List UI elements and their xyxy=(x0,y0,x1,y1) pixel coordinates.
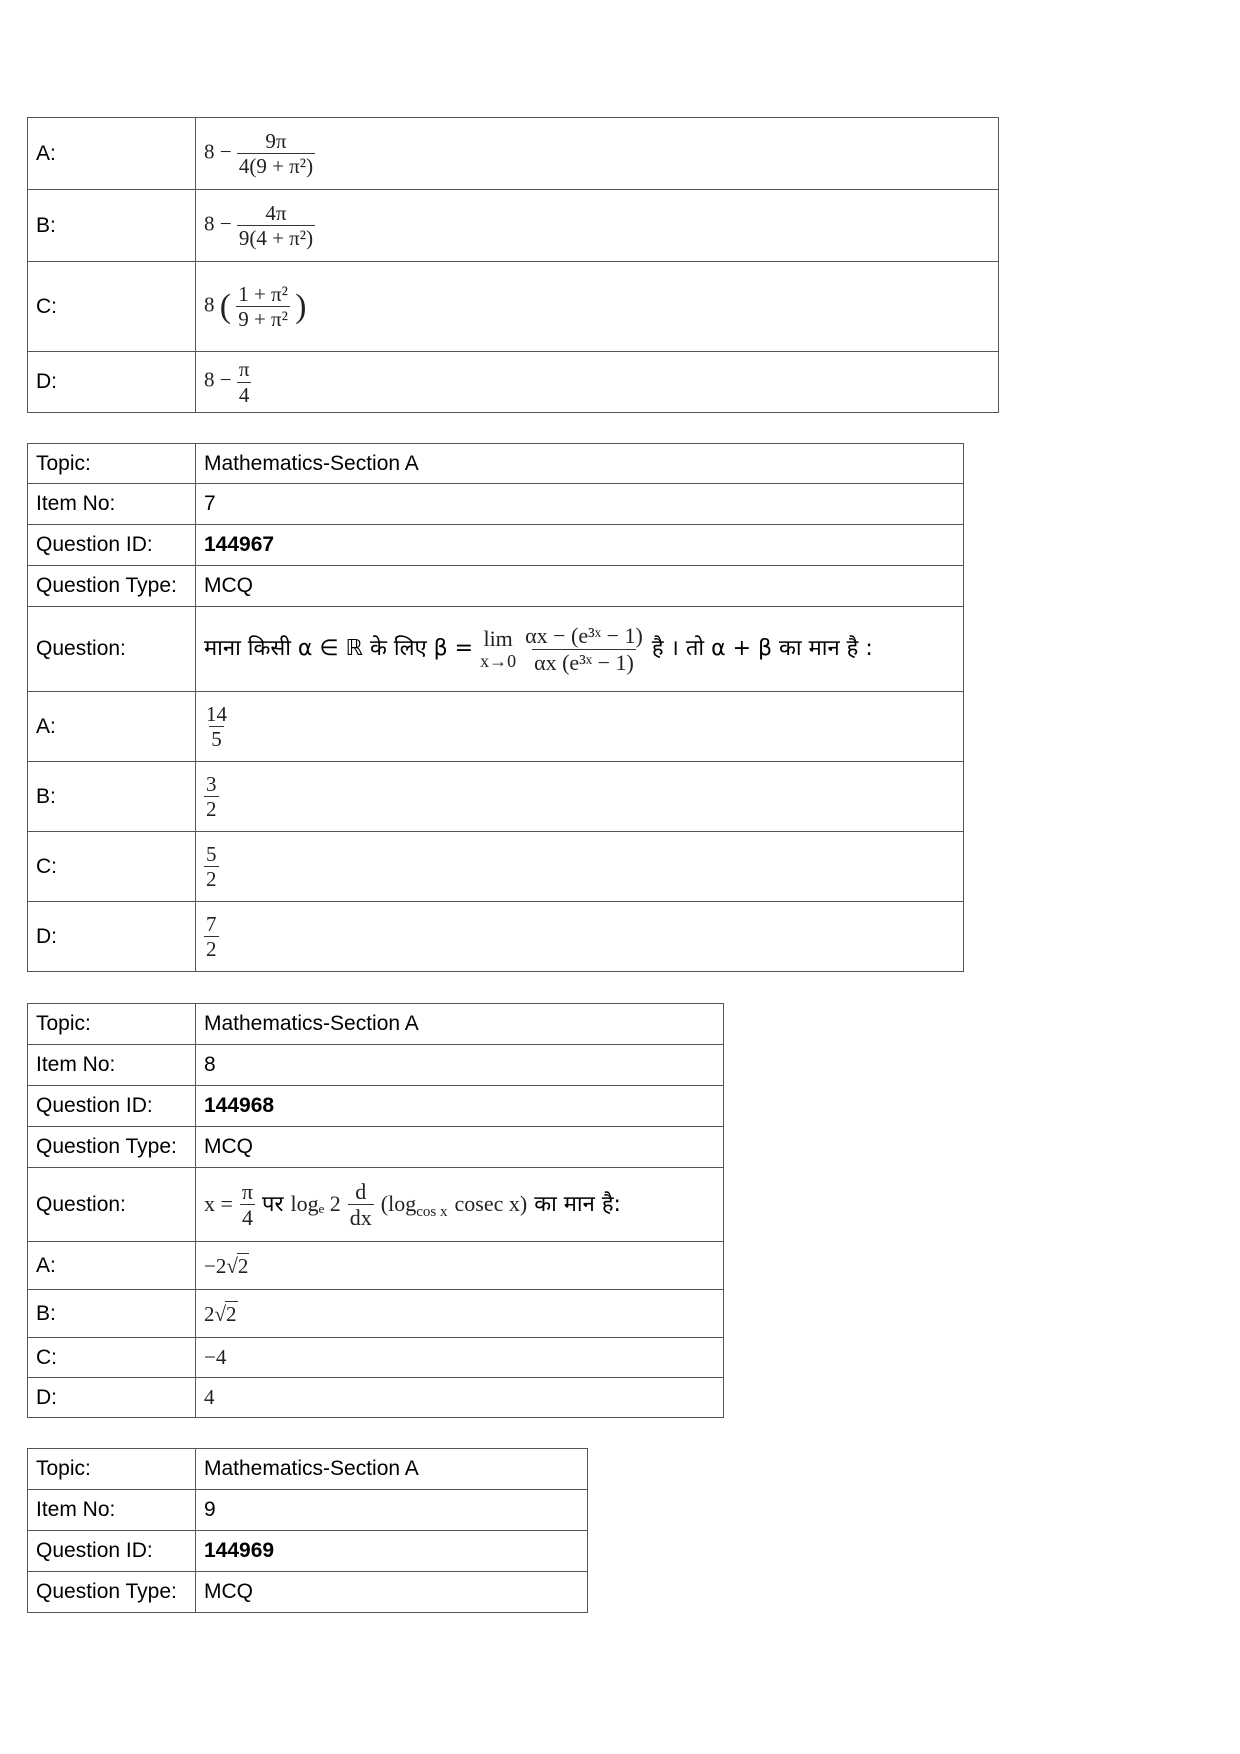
topic-value: Mathematics-Section A xyxy=(196,1004,724,1045)
denominator: 4 xyxy=(238,382,250,407)
question-id-value: 144968 xyxy=(196,1086,724,1127)
option-a-value xyxy=(196,118,999,190)
denominator: 4(9 + π²) xyxy=(238,154,314,178)
x-equals: x = xyxy=(204,1190,233,1216)
question-id-row xyxy=(28,1086,724,1127)
fraction xyxy=(240,1179,255,1231)
numerator: 7 xyxy=(206,911,217,936)
option-a-value xyxy=(196,1242,724,1290)
option-d-value xyxy=(196,352,999,413)
numerator: 3 xyxy=(206,771,217,796)
option-label: A: xyxy=(28,118,196,190)
topic-row xyxy=(28,444,964,484)
numerator: 4π xyxy=(265,200,287,225)
numerator: π xyxy=(238,357,250,382)
option-label: C: xyxy=(28,262,196,352)
question-type-value: MCQ xyxy=(196,1127,724,1168)
limit xyxy=(480,626,516,672)
denominator: dx xyxy=(349,1205,372,1230)
numerator: αx − (e³ˣ − 1) xyxy=(525,623,643,649)
numerator: d xyxy=(355,1178,367,1204)
denominator: 9 + π² xyxy=(238,307,288,331)
fraction xyxy=(237,201,315,250)
prev-question-options-table xyxy=(27,117,999,413)
option-label: A: xyxy=(28,1242,196,1290)
option-label: A: xyxy=(28,692,196,762)
question-text xyxy=(196,1168,724,1242)
denominator: αx (e³ˣ − 1) xyxy=(534,649,634,675)
option-row-c xyxy=(28,262,999,352)
inner-log: (log xyxy=(380,1190,417,1216)
question-table-8 xyxy=(27,1003,724,1418)
fraction xyxy=(237,357,252,406)
right-paren: ) xyxy=(295,287,307,325)
option-d-value: 4 xyxy=(196,1378,724,1418)
option-label: D: xyxy=(28,352,196,413)
topic-label: Topic: xyxy=(28,1449,196,1490)
denominator: 9(4 + π²) xyxy=(238,226,314,250)
question-type-row xyxy=(28,1572,588,1613)
lim-text: lim xyxy=(483,626,513,652)
denominator: 2 xyxy=(206,867,217,891)
option-c-value: −4 xyxy=(196,1338,724,1378)
option-row-c xyxy=(28,832,964,902)
question-id-row xyxy=(28,1531,588,1572)
option-row-b xyxy=(28,762,964,832)
sqrt-symbol: √ xyxy=(226,1253,238,1278)
option-b-value xyxy=(196,190,999,262)
denominator: 5 xyxy=(211,727,222,751)
topic-label: Topic: xyxy=(28,1004,196,1045)
topic-value: Mathematics-Section A xyxy=(196,1449,588,1490)
question-type-value: MCQ xyxy=(196,566,964,607)
question-post: है । तो α + β का मान है : xyxy=(651,636,873,661)
option-b-value xyxy=(196,1290,724,1338)
option-row-d xyxy=(28,1378,724,1418)
question-par: पर xyxy=(262,1191,284,1217)
question-table-9 xyxy=(27,1448,588,1613)
option-label: D: xyxy=(28,902,196,972)
coefficient: 8 xyxy=(204,292,215,317)
question-table-7 xyxy=(27,443,964,972)
numerator: 5 xyxy=(206,841,217,866)
question-type-label: Question Type: xyxy=(28,1127,196,1168)
question-id-label: Question ID: xyxy=(28,525,196,566)
option-row-d xyxy=(28,902,964,972)
fraction xyxy=(204,772,219,821)
item-row xyxy=(28,484,964,525)
fraction xyxy=(237,129,315,178)
fraction xyxy=(236,282,290,331)
numerator: 9π xyxy=(265,128,287,153)
inner-cosec: cosec x) xyxy=(454,1190,528,1216)
fraction xyxy=(204,702,229,751)
question-label: Question: xyxy=(28,607,196,692)
sqrt-symbol: √ xyxy=(214,1301,227,1326)
denominator: 4 xyxy=(241,1205,253,1230)
question-id-label: Question ID: xyxy=(28,1531,196,1572)
minuend: 8 − xyxy=(204,211,232,236)
derivative xyxy=(348,1179,374,1231)
option-label: C: xyxy=(28,1338,196,1378)
question-id-row xyxy=(28,525,964,566)
numerator: 1 + π² xyxy=(238,281,288,306)
fraction xyxy=(204,842,219,891)
coefficient: 2 xyxy=(204,1301,215,1326)
question-type-row xyxy=(28,1127,724,1168)
option-d-value xyxy=(196,902,964,972)
question-pre: माना किसी α ∈ ℝ के लिए β = xyxy=(204,636,474,661)
topic-label: Topic: xyxy=(28,444,196,484)
question-text xyxy=(196,607,964,692)
option-row-a xyxy=(28,118,999,190)
question-id-value: 144967 xyxy=(196,525,964,566)
denominator: 2 xyxy=(206,797,217,821)
left-paren: ( xyxy=(219,287,231,325)
question-type-label: Question Type: xyxy=(28,1572,196,1613)
option-label: B: xyxy=(28,762,196,832)
item-row xyxy=(28,1490,588,1531)
radicand: 2 xyxy=(237,1253,249,1278)
item-value: 7 xyxy=(196,484,964,525)
numerator: π xyxy=(241,1178,254,1204)
fraction xyxy=(204,912,219,961)
question-post: का मान है: xyxy=(534,1191,621,1217)
question-row xyxy=(28,1168,724,1242)
minuend: 8 − xyxy=(204,367,232,392)
log-term: logₑ 2 xyxy=(290,1190,341,1216)
denominator: 2 xyxy=(206,937,217,961)
question-label: Question: xyxy=(28,1168,196,1242)
question-id-value: 144969 xyxy=(196,1531,588,1572)
option-b-value xyxy=(196,762,964,832)
numerator: 14 xyxy=(206,701,227,726)
option-row-d xyxy=(28,352,999,413)
option-label: D: xyxy=(28,1378,196,1418)
option-row-a xyxy=(28,1242,724,1290)
question-type-row xyxy=(28,566,964,607)
option-label: B: xyxy=(28,1290,196,1338)
item-row xyxy=(28,1045,724,1086)
option-c-value xyxy=(196,832,964,902)
option-row-a xyxy=(28,692,964,762)
lim-subscript: x→0 xyxy=(480,651,517,672)
question-type-label: Question Type: xyxy=(28,566,196,607)
option-label: C: xyxy=(28,832,196,902)
option-label: B: xyxy=(28,190,196,262)
topic-row xyxy=(28,1004,724,1045)
fraction xyxy=(523,623,645,675)
coefficient: −2 xyxy=(204,1253,227,1278)
item-label: Item No: xyxy=(28,1490,196,1531)
question-row xyxy=(28,607,964,692)
option-row-b xyxy=(28,190,999,262)
topic-value: Mathematics-Section A xyxy=(196,444,964,484)
item-label: Item No: xyxy=(28,484,196,525)
option-a-value xyxy=(196,692,964,762)
item-value: 9 xyxy=(196,1490,588,1531)
radicand: 2 xyxy=(226,1301,237,1326)
minuend: 8 − xyxy=(204,139,232,164)
topic-row xyxy=(28,1449,588,1490)
option-row-c xyxy=(28,1338,724,1378)
option-c-value xyxy=(196,262,999,352)
question-type-value: MCQ xyxy=(196,1572,588,1613)
inner-log-base: cos x xyxy=(416,1203,448,1220)
item-value: 8 xyxy=(196,1045,724,1086)
item-label: Item No: xyxy=(28,1045,196,1086)
question-id-label: Question ID: xyxy=(28,1086,196,1127)
option-row-b xyxy=(28,1290,724,1338)
